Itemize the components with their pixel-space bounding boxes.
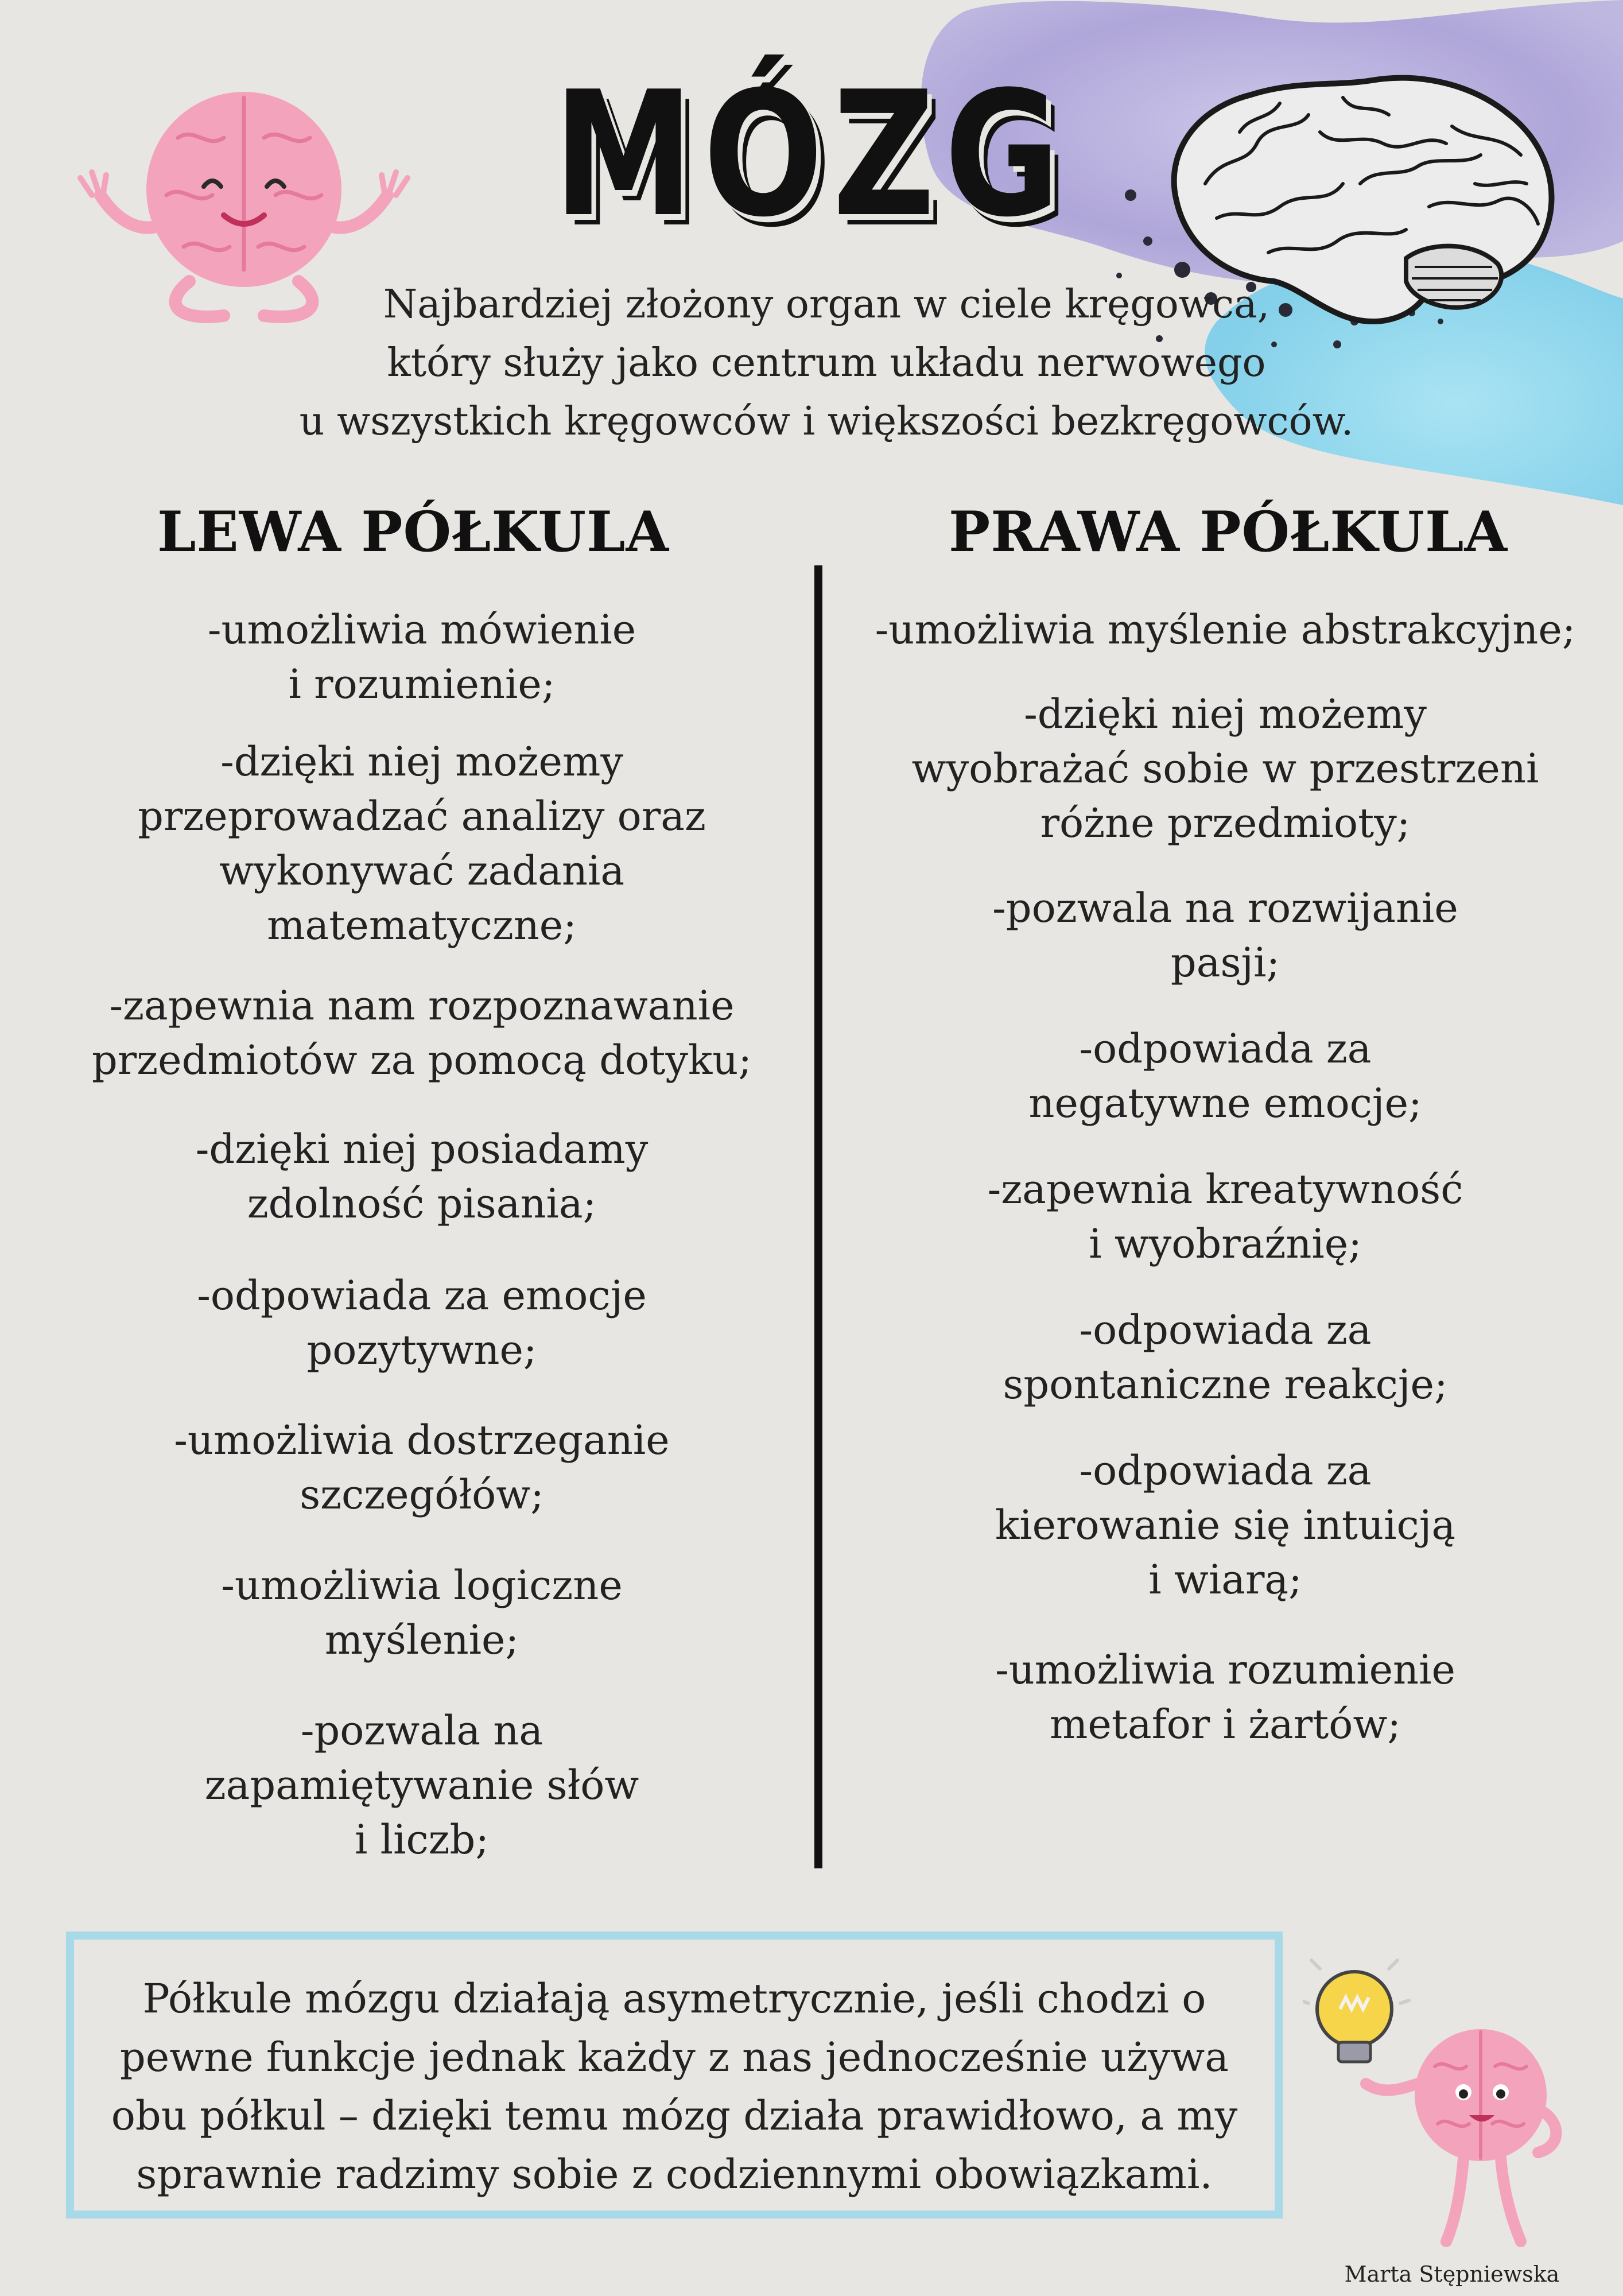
right-item xyxy=(861,1022,1590,1131)
page-title: MÓZG xyxy=(553,55,1070,255)
waving-brain-with-lightbulb-icon xyxy=(1303,1952,1578,2250)
item-line: -pozwala na xyxy=(300,1707,543,1754)
item-line: i wyobraźnię; xyxy=(1089,1220,1362,1267)
item-line: i liczb; xyxy=(355,1816,489,1863)
left-item xyxy=(69,603,775,712)
item-line: wykonywać zadania xyxy=(219,847,625,894)
left-item xyxy=(69,979,775,1088)
author-signature: Marta Stępniewska xyxy=(1344,2262,1560,2287)
item-line: -odpowiada za xyxy=(1079,1447,1372,1494)
summary-box xyxy=(66,1932,1283,2219)
summary-line: Półkule mózgu działają asymetrycznie, jeśli chodzi o xyxy=(142,1975,1206,2022)
left-item xyxy=(69,735,775,953)
summary-line: sprawnie radzimy sobie z codziennymi obowiązkami. xyxy=(136,2151,1213,2198)
item-line: przedmiotów za pomocą dotyku; xyxy=(92,1037,752,1084)
item-line: -umożliwia mówienie xyxy=(207,606,636,653)
right-item xyxy=(861,603,1590,657)
right-item xyxy=(861,881,1590,990)
item-line: -dzięki niej możemy xyxy=(1024,691,1427,738)
item-line: szczegółów; xyxy=(300,1471,544,1518)
left-item xyxy=(69,1704,775,1867)
item-line: -umożliwia rozumienie xyxy=(995,1646,1455,1693)
item-line: -odpowiada za emocje xyxy=(197,1272,647,1319)
item-line: i rozumienie; xyxy=(288,661,556,708)
intro-line: który służy jako centrum układu nerwowego xyxy=(387,340,1266,386)
item-line: -umożliwia myślenie abstrakcyjne; xyxy=(875,606,1576,653)
item-line: pasji; xyxy=(1170,939,1280,986)
item-line: matematyczne; xyxy=(267,902,577,949)
intro-line: Najbardziej złożony organ w ciele kręgowca, xyxy=(383,282,1270,327)
item-line: -dzięki niej możemy xyxy=(220,738,623,785)
left-item xyxy=(69,1122,775,1231)
left-hemisphere-heading: LEWA PÓŁKULA xyxy=(157,499,669,564)
item-line: wyobrażać sobie w przestrzeni xyxy=(911,745,1539,792)
intro-text xyxy=(230,276,1423,451)
item-line: przeprowadzać analizy oraz xyxy=(138,793,706,840)
item-line: metafor i żartów; xyxy=(1050,1701,1401,1748)
item-line: -umożliwia dostrzeganie xyxy=(174,1417,670,1464)
item-line: i wiarą; xyxy=(1148,1556,1302,1603)
item-line: zdolność pisania; xyxy=(247,1180,597,1227)
item-line: pozytywne; xyxy=(306,1327,537,1374)
item-line: -odpowiada za xyxy=(1079,1025,1372,1072)
left-item xyxy=(69,1269,775,1378)
item-line: -zapewnia kreatywność xyxy=(987,1166,1463,1213)
intro-line: u wszystkich kręgowców i większości bezkręgowców. xyxy=(299,399,1354,444)
right-hemisphere-heading: PRAWA PÓŁKULA xyxy=(949,499,1508,564)
column-divider xyxy=(814,565,822,1868)
item-line: -pozwala na rozwijanie xyxy=(992,885,1458,932)
item-line: -zapewnia nam rozpoznawanie xyxy=(109,982,735,1029)
item-line: kierowanie się intuicją xyxy=(995,1502,1456,1549)
item-line: zapamiętywanie słów xyxy=(204,1762,639,1809)
summary-line: obu półkul – dzięki temu mózg działa prawidłowo, a my xyxy=(111,2092,1238,2139)
right-item xyxy=(861,1162,1590,1271)
item-line: -umożliwia logiczne xyxy=(221,1562,623,1609)
item-line: -odpowiada za xyxy=(1079,1306,1372,1353)
item-line: spontaniczne reakcje; xyxy=(1003,1361,1448,1408)
summary-line: pewne funkcje jednak każdy z nas jednocześnie używa xyxy=(119,2034,1229,2081)
right-item xyxy=(861,1444,1590,1607)
item-line: negatywne emocje; xyxy=(1028,1080,1422,1127)
item-line: -dzięki niej posiadamy xyxy=(195,1126,649,1173)
left-item xyxy=(69,1413,775,1522)
left-item xyxy=(69,1558,775,1667)
item-line: różne przedmioty; xyxy=(1040,800,1411,847)
right-item xyxy=(861,1643,1590,1752)
item-line: myślenie; xyxy=(324,1616,519,1663)
right-item xyxy=(861,1303,1590,1412)
right-item xyxy=(861,687,1590,851)
